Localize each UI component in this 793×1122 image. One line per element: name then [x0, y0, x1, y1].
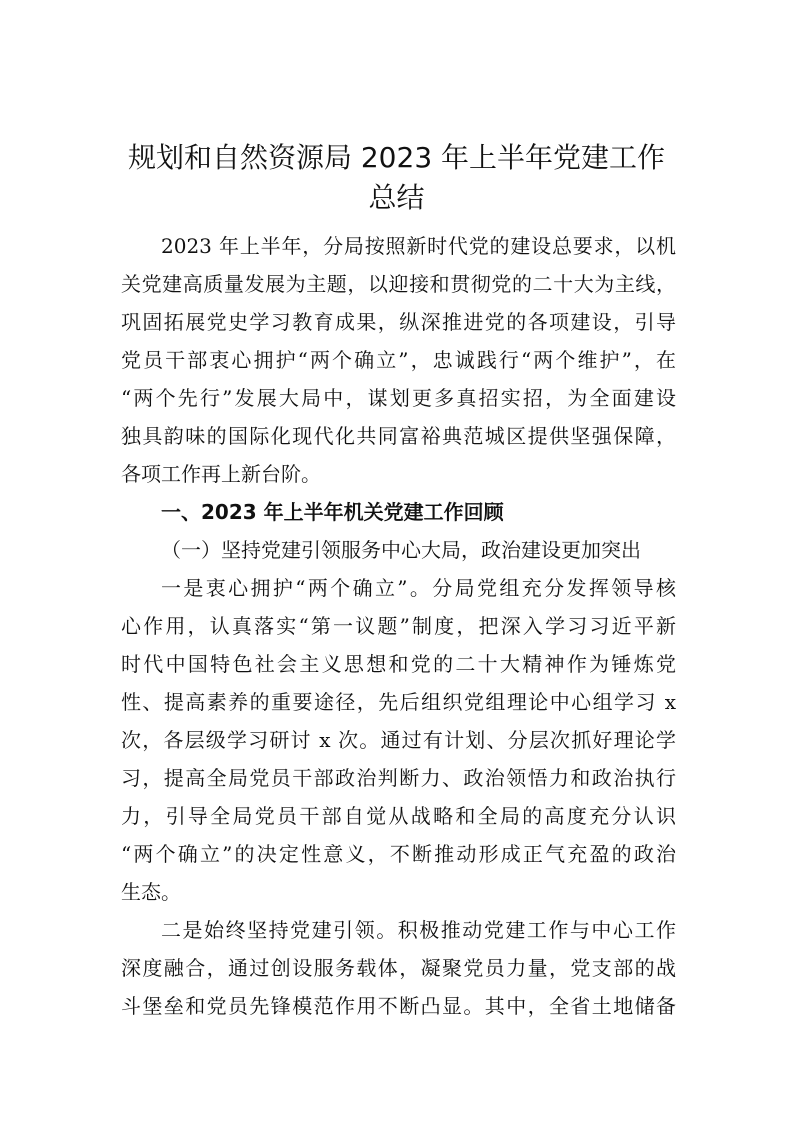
body-line: 性、提高素养的重要途径，先后组织党组理论中心组学习 x: [121, 690, 676, 714]
body-line: 深度融合，通过创设服务载体，凝聚党员力量，党支部的战: [121, 956, 676, 980]
body-line: 次，各层级学习研讨 x 次。通过有计划、分层次抓好理论学: [121, 728, 676, 752]
body-line: 生态。: [121, 880, 181, 904]
body-line: 一是衷心拥护“两个确立”。分局党组充分发挥领导核: [161, 576, 676, 600]
section-heading: 一、2023 年上半年机关党建工作回顾: [161, 500, 504, 524]
intro-line: 2023 年上半年，分局按照新时代党的建设总要求，以机: [161, 234, 676, 258]
document-title-line-2: 总结: [368, 181, 425, 214]
intro-line: 独具韵味的国际化现代化共同富裕典范城区提供坚强保障，: [121, 424, 676, 448]
body-line: 力，引导全局党员干部自觉从战略和全局的高度充分认识: [121, 804, 676, 828]
body-line: 斗堡垒和党员先锋模范作用不断凸显。其中，全省土地储备: [121, 994, 676, 1018]
intro-line: 关党建高质量发展为主题，以迎接和贯彻党的二十大为主线，: [121, 272, 676, 296]
intro-line: “两个先行”发展大局中，谋划更多真招实招，为全面建设: [121, 386, 676, 410]
intro-line: 党员干部衷心拥护“两个确立”，忠诚践行“两个维护”，在: [121, 348, 676, 372]
body-line: “两个确立”的决定性意义，不断推动形成正气充盈的政治: [121, 842, 676, 866]
body-line: 心作用，认真落实“第一议题”制度，把深入学习习近平新: [121, 614, 676, 638]
body-line: 习，提高全局党员干部政治判断力、政治领悟力和政治执行: [121, 766, 676, 790]
body-line: 二是始终坚持党建引领。积极推动党建工作与中心工作: [161, 918, 676, 942]
intro-line: 巩固拓展党史学习教育成果，纵深推进党的各项建设，引导: [121, 310, 676, 334]
document-title-line-1: 规划和自然资源局 2023 年上半年党建工作: [127, 141, 666, 174]
body-line: 时代中国特色社会主义思想和党的二十大精神作为锤炼党: [121, 652, 676, 676]
subsection-heading: （一）坚持党建引领服务中心大局，政治建设更加突出: [161, 538, 641, 562]
intro-line: 各项工作再上新台阶。: [121, 462, 321, 486]
